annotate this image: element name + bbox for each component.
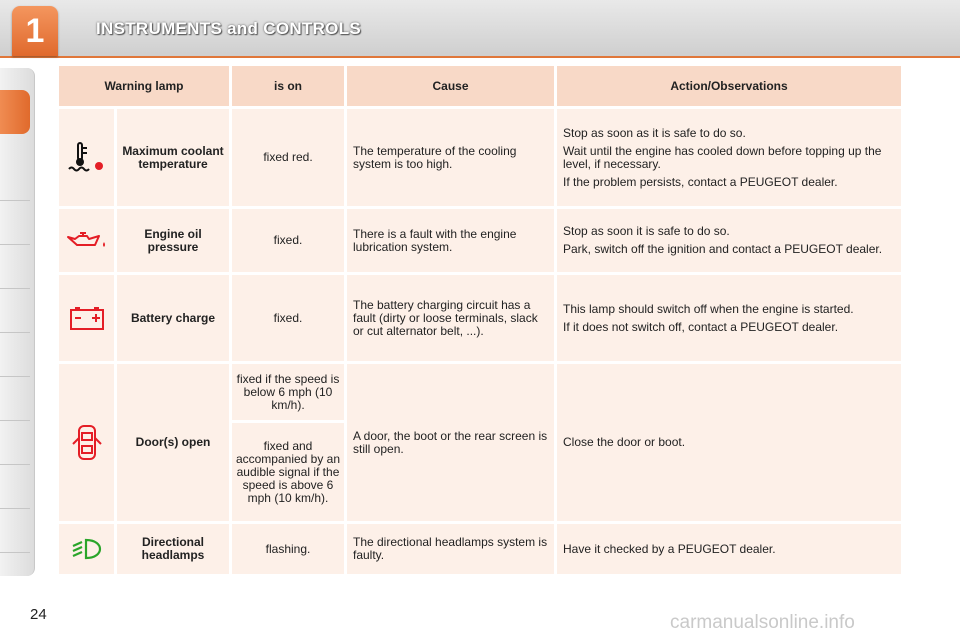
section-tab-active[interactable] [0,90,30,134]
section-tab[interactable] [0,156,30,201]
action-text: This lamp should switch off when the engine is started. [563,301,854,316]
action-text: Stop as soon it is safe to do so. [563,224,730,238]
lamp-name: Battery charge [117,275,229,361]
section-tab[interactable] [0,420,30,465]
header-is-on: is on [232,66,344,106]
cause-cell: There is a fault with the engine lubrication system. [347,209,554,272]
is-on-cell: fixed red. [232,109,344,206]
action-text: If it does not switch off, contact a PEUGEOT dealer. [563,319,839,334]
section-tab[interactable] [0,376,30,421]
page-number: 24 [30,606,47,623]
action-text: Wait until the engine has cooled down before topping up the level, if necessary. [563,143,882,171]
table-header-row [59,66,901,106]
door-open-icon [59,364,114,521]
section-tab[interactable] [0,200,30,245]
cause-cell: The directional headlamps system is faulty. [347,524,554,574]
lamp-name: Door(s) open [117,364,229,521]
is-on-cell: fixed and accompanied by an audible signal if the speed is above 6 mph (10 km/h). [232,423,344,521]
cause-cell: A door, the boot or the rear screen is still open. [347,364,554,521]
table-row [59,109,901,206]
section-tab[interactable] [0,244,30,289]
action-cell [557,275,901,361]
action-cell [557,109,901,206]
lamp-name: Directional headlamps [117,524,229,574]
section-tabs [0,68,35,576]
action-text: Stop as soon as it is safe to do so. [563,125,746,140]
table-row [59,209,901,272]
table-row [59,524,901,574]
action-cell [557,209,901,272]
chapter-header [0,0,960,58]
action-text: If the problem persists, contact a PEUGEOT dealer. [563,174,838,189]
warning-lamp-table [56,63,904,577]
section-tab[interactable] [0,508,30,553]
is-on-cell: fixed. [232,209,344,272]
oil-can-icon [59,209,114,272]
table-row [59,275,901,361]
action-text: Have it checked by a PEUGEOT dealer. [563,541,776,556]
section-tab[interactable] [0,464,30,509]
section-tab[interactable] [0,288,30,333]
is-on-cell: flashing. [232,524,344,574]
action-text: Park, switch off the ignition and contact a PEUGEOT dealer. [563,242,883,256]
header-warning-lamp: Warning lamp [59,66,229,106]
coolant-temperature-icon [59,109,114,206]
watermark: carmanualsonline.info [670,612,855,633]
battery-icon [59,275,114,361]
section-tab[interactable] [0,332,30,377]
chapter-number-badge: 1 [12,6,58,56]
header-action: Action/Observations [557,66,901,106]
chapter-title: INSTRUMENTS and CONTROLS [96,19,362,38]
cause-cell: The temperature of the cooling system is too high. [347,109,554,206]
lamp-name: Engine oil pressure [117,209,229,272]
table-row [59,364,901,420]
action-text: Close the door or boot. [563,435,686,449]
cause-cell: The battery charging circuit has a fault (dirty or loose terminals, slack or cut alternator belt, ...). [347,275,554,361]
action-cell [557,524,901,574]
is-on-cell: fixed if the speed is below 6 mph (10 km/h). [232,364,344,420]
is-on-cell: fixed. [232,275,344,361]
lamp-name: Maximum coolant temperature [117,109,229,206]
action-cell [557,364,901,521]
header-cause: Cause [347,66,554,106]
headlamp-icon [59,524,114,574]
